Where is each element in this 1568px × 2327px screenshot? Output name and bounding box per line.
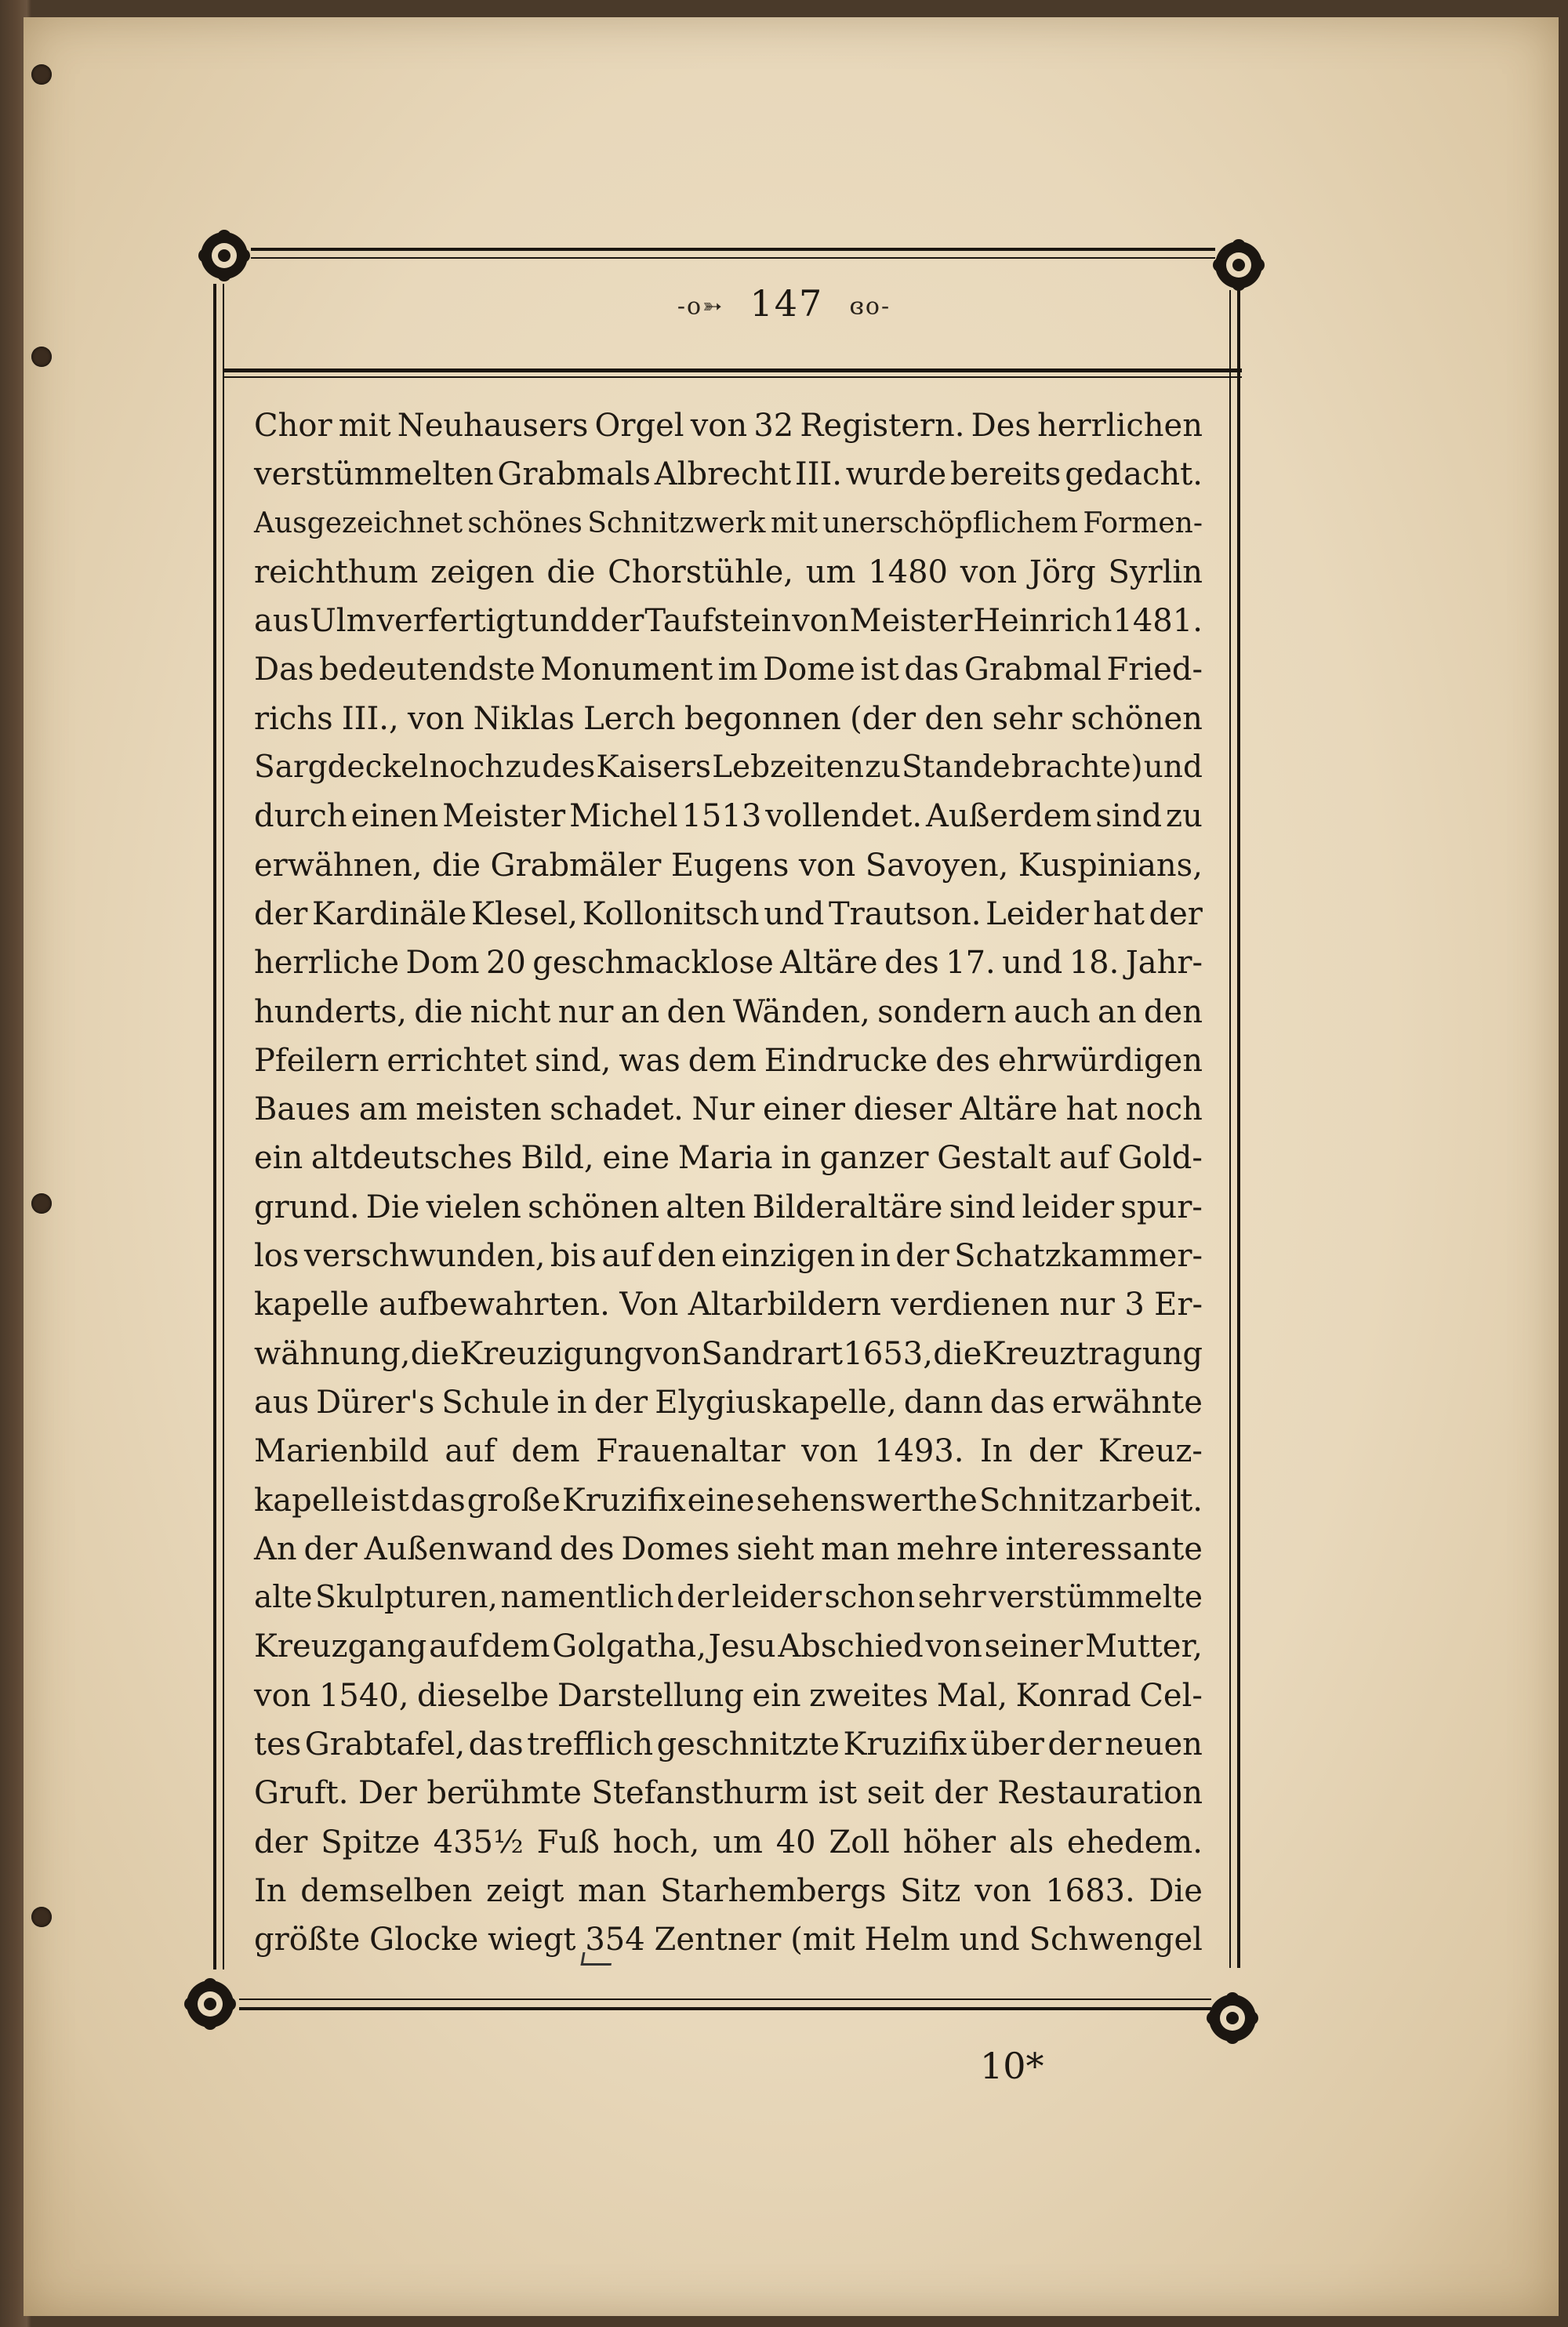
text-line: der Kardinäle Klesel, Kollonitsch und Trautson. Leider hat der <box>254 895 1203 932</box>
rosette-ornament-icon <box>1203 1988 1262 2048</box>
text-line: größte Glocke wiegt 354 Zentner (mit Helm und Schwengel <box>254 1922 1203 1959</box>
text-line: Ausgezeichnet schönes Schnitzwerk mit unerschöpflichem Formen- <box>254 506 1203 539</box>
frame-left-rule-inner <box>223 284 224 1969</box>
text-line: Pfeilern errichtet sind, was dem Eindrucke des ehrwürdigen <box>254 1042 1203 1079</box>
text-line: tes Grabtafel, das trefflich geschnitzte Kruzifix über der neuen <box>254 1726 1203 1763</box>
frame-bottom-rule <box>239 2007 1211 2010</box>
text-line: los verschwunden, bis auf den einzigen in der Schatzkammer- <box>254 1238 1203 1275</box>
header-separator <box>223 368 1242 372</box>
text-line: richs III., von Niklas Lerch begonnen (der den sehr schönen <box>254 700 1203 737</box>
body-text <box>254 401 1203 1965</box>
text-line: kapelle ist das große Kruzifix eine sehenswerthe Schnitzarbeit. <box>254 1482 1203 1519</box>
header-separator-inner <box>223 376 1242 378</box>
binding-hole <box>31 1907 52 1927</box>
binding-hole <box>31 64 52 85</box>
text-line: In demselben zeigt man Starhembergs Sitz von 1683. Die <box>254 1872 1203 1909</box>
text-line: ein altdeutsches Bild, eine Maria in ganzer Gestalt auf Gold- <box>254 1140 1203 1177</box>
rosette-ornament-icon <box>180 1974 240 2034</box>
frame-bottom-rule-inner <box>239 1998 1211 2000</box>
frame-left-rule <box>213 284 216 1969</box>
text-line: Kreuzgang auf dem Golgatha, Jesu Abschied von seiner Mutter, <box>254 1628 1203 1665</box>
text-line: der Spitze 435½ Fuß hoch, um 40 Zoll höher als ehedem. <box>254 1824 1203 1861</box>
frame-top-rule <box>251 248 1215 251</box>
text-line: von 1540, dieselbe Darstellung ein zweites Mal, Konrad Cel- <box>254 1677 1203 1714</box>
frame-right-rule <box>1237 290 1240 1968</box>
text-line: Marienbild auf dem Frauenaltar von 1493. In der Kreuz- <box>254 1433 1203 1470</box>
text-line: grund. Die vielen schönen alten Bilderaltäre sind leider spur- <box>254 1189 1203 1225</box>
rosette-ornament-icon <box>194 226 254 285</box>
text-line: aus Dürer's Schule in der Elygiuskapelle, dann das erwähnte <box>254 1384 1203 1421</box>
header-left-ornament: -o➳ <box>677 292 724 321</box>
binding-hole <box>31 347 52 367</box>
text-line: Das bedeutendste Monument im Dome ist das Grabmal Fried- <box>254 652 1203 688</box>
text-line: verstümmelten Grabmals Albrecht III. wurde bereits gedacht. <box>254 456 1203 493</box>
text-line: durch einen Meister Michel 1513 vollendet. Außerdem sind zu <box>254 798 1203 835</box>
header-right-ornament: ɞo- <box>849 292 891 321</box>
frame-top-rule-inner <box>251 257 1215 259</box>
text-line: reichthum zeigen die Chorstühle, um 1480 von Jörg Syrlin <box>254 554 1203 590</box>
page-header <box>0 282 1568 325</box>
text-line: herrliche Dom 20 geschmacklose Altäre des 17. und 18. Jahr- <box>254 945 1203 982</box>
text-line: Baues am meisten schadet. Nur einer dieser Altäre hat noch <box>254 1091 1203 1128</box>
frame-right-rule-inner <box>1229 290 1231 1968</box>
text-line: Chor mit Neuhausers Orgel von 32 Registern. Des herrlichen <box>254 408 1203 444</box>
text-line: An der Außenwand des Domes sieht man mehre interessante <box>254 1530 1203 1567</box>
page-number: 147 <box>750 282 824 325</box>
text-line: alte Skulpturen, namentlich der leider schon sehr verstümmelte <box>254 1580 1203 1616</box>
signature-mark: 10* <box>980 2045 1044 2087</box>
text-line: erwähnen, die Grabmäler Eugens von Savoyen, Kuspinians, <box>254 847 1203 884</box>
binding-hole <box>31 1193 52 1214</box>
text-line: hunderts, die nicht nur an den Wänden, sondern auch an den <box>254 993 1203 1030</box>
text-line: Gruft. Der berühmte Stefansthurm ist seit der Restauration <box>254 1775 1203 1812</box>
pencil-mark <box>581 1952 614 1966</box>
text-line: aus Ulm verfertigt und der Taufstein von Meister Heinrich 1481. <box>254 603 1203 640</box>
text-line: kapelle aufbewahrten. Von Altarbildern verdienen nur 3 Er- <box>254 1287 1203 1323</box>
text-line: Sargdeckel noch zu des Kaisers Lebzeiten zu Stande brachte) und <box>254 750 1203 786</box>
text-line: wähnung, die Kreuzigung von Sandrart 1653, die Kreuztragung <box>254 1335 1203 1372</box>
